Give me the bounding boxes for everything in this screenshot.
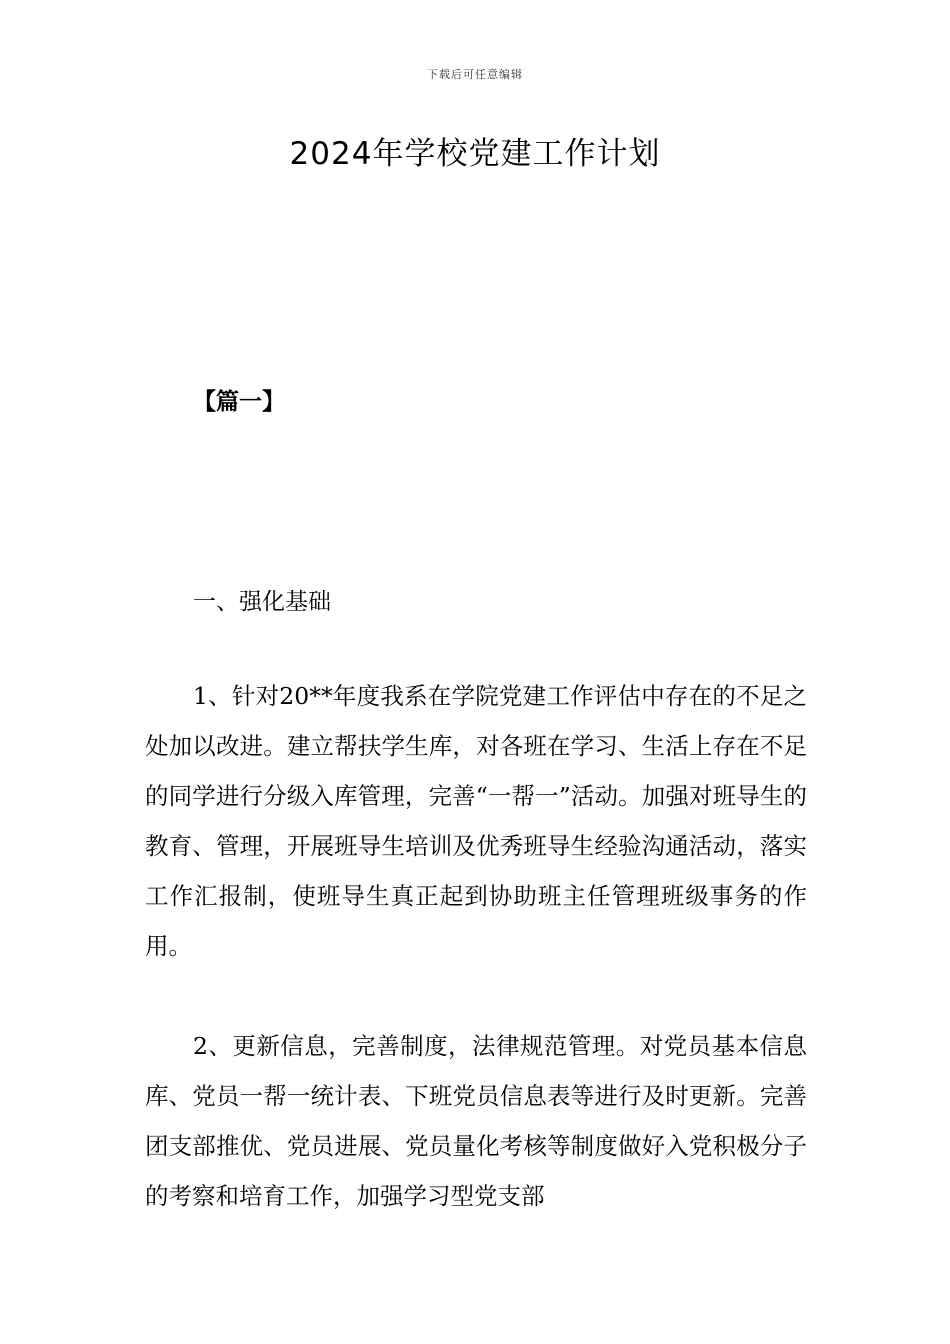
header-note: 下载后可任意编辑 bbox=[427, 68, 523, 81]
section-heading: 一、强化基础 bbox=[193, 589, 331, 615]
section-label: 【篇一】 bbox=[193, 389, 285, 415]
document-title: 2024年学校党建工作计划 bbox=[289, 136, 661, 172]
paragraph-1: 1、针对20**年度我系在学院党建工作评估中存在的不足之处加以改进。建立帮扶学生库，对各班在学习、生活上存在不足的同学进行分级入库管理，完善“一帮一”活动。加强对班导生的教育、管理，开展班导生培训及优秀班导生经验沟通活动，落实工作汇报制，使班导生真正起到协助班主任管理班级事务的作用。 bbox=[145, 682, 807, 960]
paragraph-2: 2、更新信息，完善制度，法律规范管理。对党员基本信息库、党员一帮一统计表、下班党员信息表等进行及时更新。完善团支部推优、党员进展、党员量化考核等制度做好入党积极分子的考察和培育工作，加强学习型党支部 bbox=[145, 1032, 807, 1210]
